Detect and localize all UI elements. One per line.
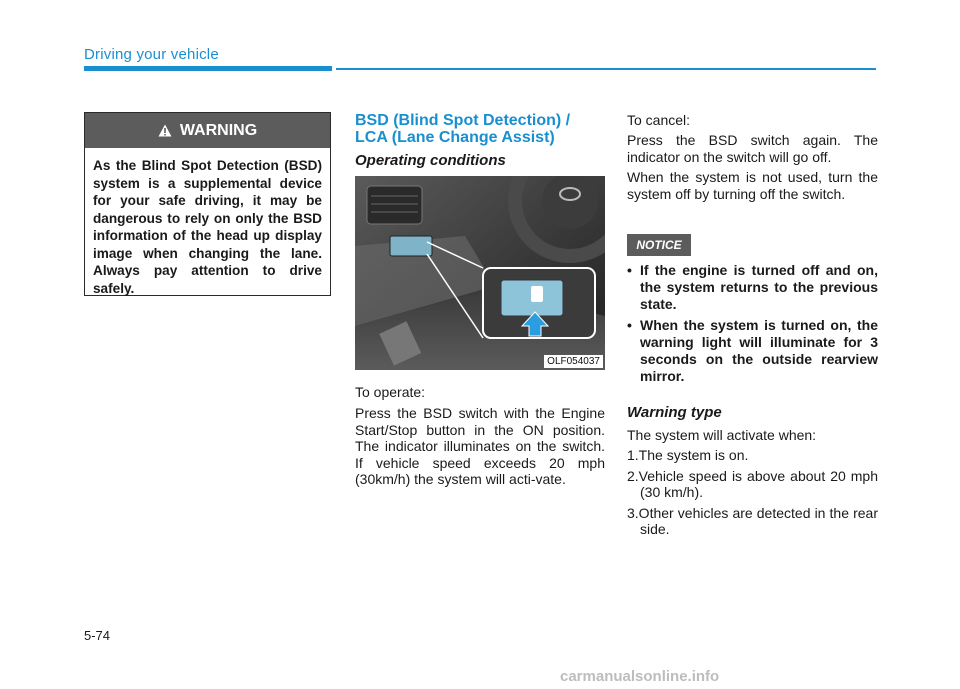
warning-text: As the Blind Spot Detection (BSD) system is a supplemental device for your safe driving, it may be dangerous to rely on only the BSD information of the head up display image when changing the lane. Always pay attention to drive safely. <box>93 158 322 296</box>
bsd-switch-photo <box>355 176 605 370</box>
activate-intro: The system will activate when: <box>627 427 817 443</box>
warning-triangle-icon <box>158 124 172 137</box>
section-title: BSD (Blind Spot Detection) / LCA (Lane Change Assist) <box>355 112 571 146</box>
bullet-dot-icon: • <box>627 317 632 333</box>
cancel-paragraph-2: When the system is not used, turn the system off by turning off the switch. <box>627 169 878 202</box>
to-cancel-label: To cancel: <box>627 112 691 128</box>
warning-header <box>85 113 330 148</box>
notice-bullets <box>627 262 878 389</box>
header-accent-bar <box>84 66 332 71</box>
list-item: 2.Vehicle speed is above about 20 mph (30 km/h). <box>627 467 878 500</box>
cancel-paragraph-1: Press the BSD switch again. The indicator on the switch will go off. <box>627 132 878 165</box>
to-operate-label: To operate: <box>355 384 426 400</box>
bullet-dot-icon: • <box>627 262 632 278</box>
operating-conditions-heading: Operating conditions <box>355 152 506 169</box>
footer-watermark: carmanualsonline.info <box>560 668 720 685</box>
list-item: 1.The system is on. <box>627 447 749 463</box>
warning-box <box>84 112 331 296</box>
list-item: • When the system is turned on, the warning light will illuminate for 3 seconds on the outside rearview mirror. <box>627 317 878 384</box>
notice-badge: NOTICE <box>627 234 691 256</box>
operate-paragraph: Press the BSD switch with the Engine Start/Stop button in the ON position. The indicator illuminates on the switch. If vehicle speed exceeds 20 mph (30km/h) the system will acti-vate. <box>355 405 605 487</box>
header-rule <box>336 68 876 70</box>
list-item: 3.Other vehicles are detected in the rear side. <box>627 504 878 537</box>
dashboard-illustration <box>355 176 605 370</box>
list-item: • If the engine is turned off and on, the system returns to the previous state. <box>627 262 878 312</box>
warning-label: WARNING <box>179 121 258 139</box>
page-number: 5-74 <box>84 628 111 643</box>
chapter-title: Driving your vehicle <box>84 46 219 63</box>
image-code: OLF054037 <box>544 355 603 368</box>
conditions-list <box>627 447 878 538</box>
warning-type-heading: Warning type <box>627 404 722 421</box>
